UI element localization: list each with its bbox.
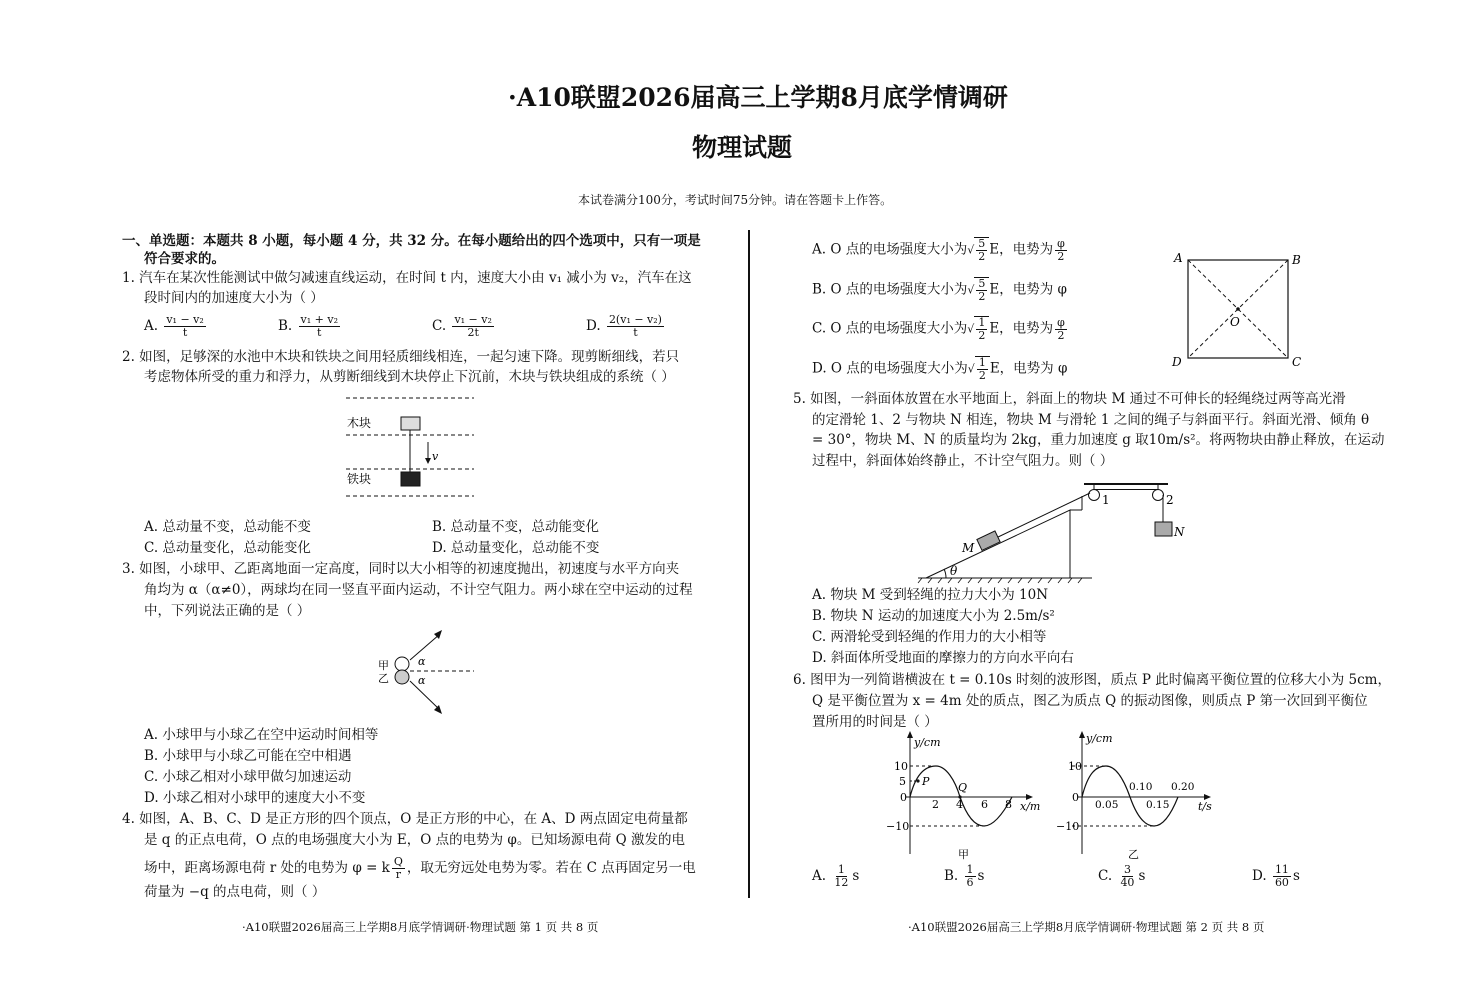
vib-tick-t020: 0.20 <box>1171 781 1195 793</box>
vertex-a-label: A <box>1174 251 1183 265</box>
q1-line2: 段时间内的加速度大小为（ ） <box>144 290 324 306</box>
q1-option-d: D. $\frac{\text{2(v₁ − v₂)}}{t}$ <box>586 313 662 339</box>
q2-option-d: D. 总动量变化，总动能不变 <box>432 540 600 556</box>
wave-y-axis-label: y/cm <box>914 736 941 749</box>
q1-option-b: B. $\frac{\text{v₁ + v₂}}{t}$ <box>278 313 338 339</box>
q4-square-figure <box>1168 248 1308 376</box>
wave-tick-x4: 4 <box>956 798 963 811</box>
q6-vibration-graph <box>1056 728 1218 868</box>
wave-tick-origin: 0 <box>900 791 907 804</box>
q3-option-a: A. 小球甲与小球乙在空中运动时间相等 <box>144 727 379 743</box>
q3-option-b: B. 小球甲与小球乙可能在空中相遇 <box>144 748 352 764</box>
wave-tick-x8: 8 <box>1005 798 1012 811</box>
point-p-label: P <box>922 775 930 788</box>
q6-option-b: B. $\frac{1}{6}$ s <box>944 863 985 889</box>
q2-option-c: C. 总动量变化，总动能变化 <box>144 540 311 556</box>
point-q-label: Q <box>958 781 968 794</box>
vib-tick-origin: 0 <box>1072 791 1079 804</box>
column-divider <box>748 230 750 898</box>
vib-tick-t015: 0.15 <box>1146 799 1170 811</box>
exam-title: ·A10联盟2026届高三上学期8月底学情调研 <box>508 83 1008 112</box>
vib-y-axis-label: y/cm <box>1086 732 1113 745</box>
q6-line3: 置所用的时间是（ ） <box>812 714 938 730</box>
q5-line1: 5. 如图，一斜面体放置在水平地面上，斜面上的物块 M 通过不可伸长的轻绳绕过两等高光滑 <box>793 391 1346 407</box>
q5-line4: 过程中，斜面体始终静止，不计空气阻力。则（ ） <box>812 453 1114 469</box>
q4-line3: 场中，距离场源电荷 r 处的电势为 φ = k $\frac{Q}{r}$ ，取无穷远处电势为零。若在 C 点再固定另一电 <box>144 855 696 881</box>
q4-option-b: B. O 点的电场强度大小为√ $\frac{5}{2}$ E，电势为 φ <box>812 277 1067 303</box>
block-m-label: M <box>962 541 975 555</box>
vertex-d-label: D <box>1172 355 1182 369</box>
angle-alpha-bottom: α <box>418 674 426 687</box>
q4-line2: 是 q 的正点电荷，O 点的电场强度大小为 E，O 点的电势为 φ。已知场源电荷 Q 激发的电 <box>144 832 685 848</box>
q5-incline-figure <box>912 476 1192 584</box>
vib-tick-t005: 0.05 <box>1095 799 1119 811</box>
section-heading: 一、单选题：本题共 8 小题，每小题 4 分，共 32 分。在每小题给出的四个选项中，只有一项是 <box>122 233 701 249</box>
vib-tick-y10: 10 <box>1068 760 1082 773</box>
iron-block <box>401 472 420 486</box>
block-n-label: N <box>1174 525 1185 539</box>
q5-line2: 的定滑轮 1、2 与物块 N 相连，物块 M 与滑轮 1 之间的绳子与斜面平行。斜面光滑、倾角 θ <box>812 412 1370 428</box>
q6-line1: 6. 图甲为一列简谐横波在 t = 0.10s 时刻的波形图，质点 P 此时偏离平衡位置的位移大小为 5cm， <box>793 672 1391 688</box>
velocity-label: v <box>432 450 439 463</box>
vertex-b-label: B <box>1292 253 1301 267</box>
ball-jia-label: 甲 <box>378 659 389 672</box>
wave-tick-ym10: −10 <box>886 820 910 833</box>
vib-tick-t010: 0.10 <box>1129 781 1153 793</box>
q5-line3: = 30°，物块 M、N 的质量均为 2kg，重力加速度 g 取10m/s²。将两物块由静止释放，在运动 <box>812 432 1385 448</box>
wave-tick-y5: 5 <box>899 775 906 788</box>
q5-option-a: A. 物块 M 受到轻绳的拉力大小为 10N <box>812 587 1049 603</box>
wave-tick-x2: 2 <box>932 798 939 811</box>
q6-option-a: A. $\frac{1}{12}$ s <box>812 863 860 889</box>
q3-line1: 3. 如图，小球甲、乙距离地面一定高度，同时以大小相等的初速度抛出，初速度与水平方向夹 <box>122 561 680 577</box>
q3-option-c: C. 小球乙相对小球甲做匀加速运动 <box>144 769 352 785</box>
q6-wave-graph <box>880 728 1050 868</box>
graph-yi-caption: 乙 <box>1128 848 1139 861</box>
q2-option-a: A. 总动量不变，总动能不变 <box>144 519 311 535</box>
q4-option-c: C. O 点的电场强度大小为√ $\frac{1}{2}$ E，电势为 $\frac{\varphi}{2}$ <box>812 315 1065 342</box>
q3-option-d: D. 小球乙相对小球甲的速度大小不变 <box>144 790 366 806</box>
q1-line1: 1. 汽车在某次性能测试中做匀减速直线运动，在时间 t 内，速度大小由 v₁ 减小为 v₂，汽车在这 <box>122 270 692 286</box>
wood-block <box>401 417 420 430</box>
vib-t-axis-label: t/s <box>1198 800 1212 813</box>
footer-left: ·A10联盟2026届高三上学期8月底学情调研·物理试题 第 1 页 共 8 页 <box>242 920 599 934</box>
pulley-1-label: 1 <box>1102 493 1110 507</box>
q4-line4: 荷量为 −q 的点电荷，则（ ） <box>144 884 326 900</box>
vertex-c-label: C <box>1292 355 1302 369</box>
q6-option-d: D. $\frac{11}{60}$ s <box>1252 863 1300 889</box>
q5-option-d: D. 斜面体所受地面的摩擦力的方向水平向右 <box>812 650 1074 666</box>
exam-note: 本试卷满分100分，考试时间75分钟。请在答题卡上作答。 <box>578 193 893 207</box>
q5-option-b: B. 物块 N 运动的加速度大小为 2.5m/s² <box>812 608 1055 624</box>
q3-figure <box>370 624 480 719</box>
center-o-label: O <box>1230 315 1240 329</box>
q2-option-b: B. 总动量不变，总动能变化 <box>432 519 600 535</box>
graph-jia-caption: 甲 <box>958 848 969 861</box>
q3-line2: 角均为 α（α≠0），两球均在同一竖直平面内运动，不计空气阻力。两小球在空中运动的过程 <box>144 582 693 598</box>
angle-alpha-top: α <box>418 655 426 668</box>
q5-option-c: C. 两滑轮受到轻绳的作用力的大小相等 <box>812 629 1047 645</box>
footer-right: ·A10联盟2026届高三上学期8月底学情调研·物理试题 第 2 页 共 8 页 <box>908 920 1265 934</box>
q4-line1: 4. 如图，A、B、C、D 是正方形的四个顶点，O 是正方形的中心，在 A、D 两点固定电荷量都 <box>122 811 688 827</box>
ball-yi-label: 乙 <box>378 672 389 685</box>
q2-line1: 2. 如图，足够深的水池中木块和铁块之间用轻质细线相连，一起匀速下降。现剪断细线，若只 <box>122 349 680 365</box>
angle-theta-label: θ <box>950 564 958 578</box>
q4-option-a: A. O 点的电场强度大小为√ $\frac{5}{2}$ E，电势为 $\frac{\varphi}{2}$ <box>812 236 1065 263</box>
q6-option-c: C. $\frac{3}{40}$ s <box>1098 863 1146 889</box>
q1-option-c: C. $\frac{\text{v₁ − v₂}}{2t}$ <box>432 313 492 339</box>
subject-title: 物理试题 <box>692 133 793 162</box>
wood-label: 木块 <box>347 416 372 430</box>
iron-label: 铁块 <box>347 472 372 486</box>
wave-tick-x6: 6 <box>981 798 988 811</box>
vib-tick-ym10: −10 <box>1056 820 1080 833</box>
wave-x-axis-label: x/m <box>1020 800 1041 813</box>
wave-tick-y10: 10 <box>894 760 908 773</box>
q2-line2: 考虑物体所受的重力和浮力，从剪断细线到木块停止下沉前，木块与铁块组成的系统（ ） <box>144 369 675 385</box>
q1-option-a: A. $\frac{\text{v₁ − v₂}}{t}$ <box>144 313 204 339</box>
q6-line2: Q 是平衡位置为 x = 4m 处的质点，图乙为质点 Q 的振动图像，则质点 P 第一次回到平衡位 <box>812 693 1368 709</box>
pulley-2-label: 2 <box>1166 493 1174 507</box>
q2-figure <box>340 392 480 502</box>
q3-line3: 中，下列说法正确的是（ ） <box>144 603 311 619</box>
q4-option-d: D. O 点的电场强度大小为√ $\frac{1}{2}$ E，电势为 φ <box>812 356 1068 382</box>
section-heading-cont: 符合要求的。 <box>144 251 225 267</box>
